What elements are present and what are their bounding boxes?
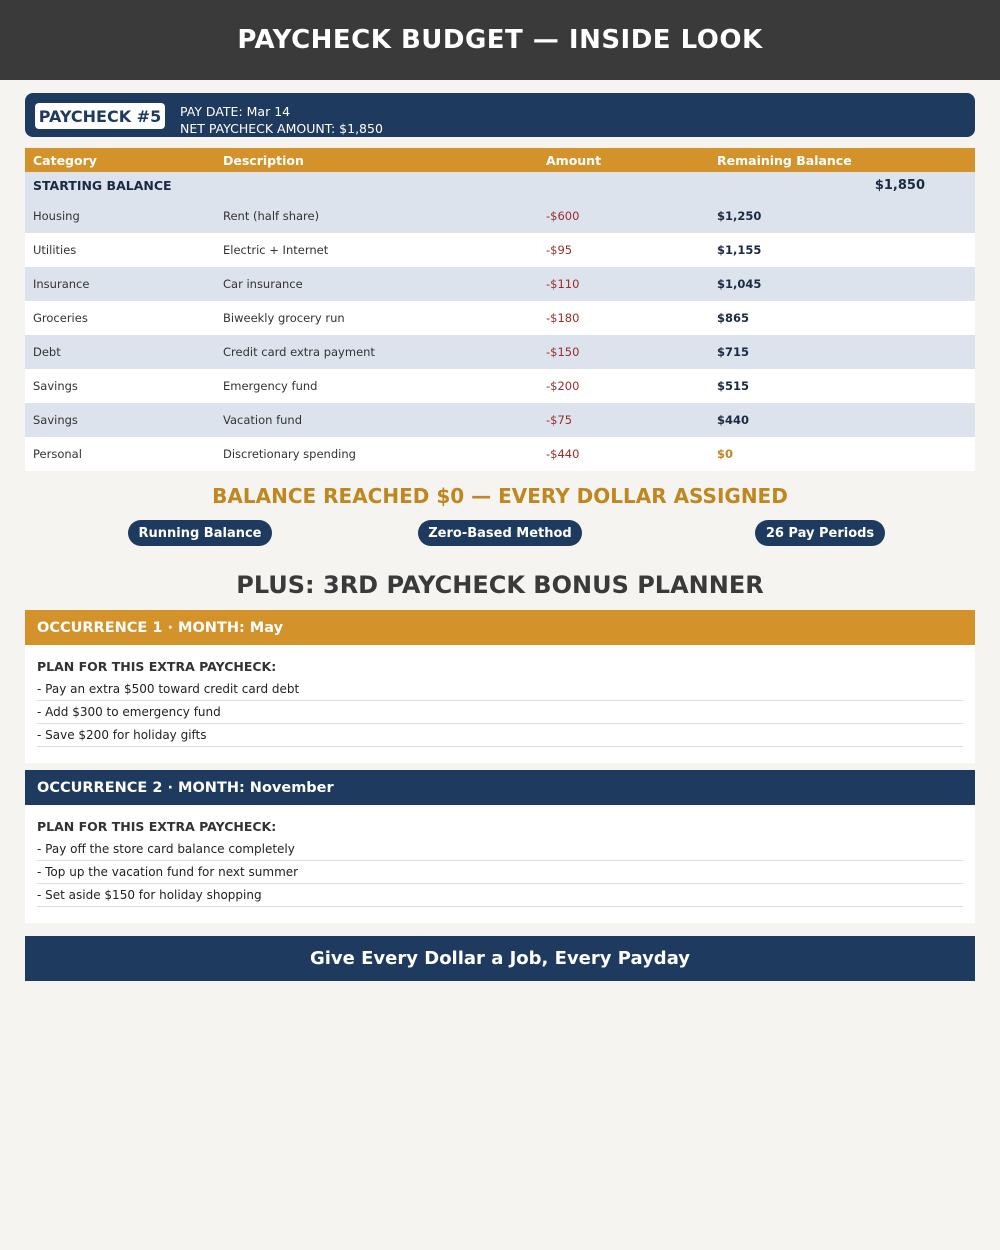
remaining-balance-cell: $1,155 xyxy=(709,233,975,267)
bonus-planner-title: PLUS: 3RD PAYCHECK BONUS PLANNER xyxy=(236,571,764,599)
column-header-description: Description xyxy=(215,148,538,172)
description-cell: Discretionary spending xyxy=(215,437,538,471)
occurrence-card-1 xyxy=(25,610,975,763)
remaining-balance-cell: $865 xyxy=(709,301,975,335)
description-cell: Credit card extra payment xyxy=(215,335,538,369)
amount-cell: -$110 xyxy=(538,267,709,301)
table-row xyxy=(25,267,975,301)
starting-balance-empty xyxy=(538,172,709,199)
starting-balance-value: $1,850 xyxy=(709,172,975,199)
plan-item: - Top up the vacation fund for next summer xyxy=(37,861,963,884)
category-cell: Insurance xyxy=(25,267,215,301)
paycheck-info xyxy=(180,103,383,137)
category-cell: Utilities xyxy=(25,233,215,267)
table-header-row xyxy=(25,148,975,172)
plan-item: - Add $300 to emergency fund xyxy=(37,701,963,724)
description-cell: Vacation fund xyxy=(215,403,538,437)
paycheck-badge: PAYCHECK #5 xyxy=(35,103,165,129)
remaining-balance-cell: $715 xyxy=(709,335,975,369)
pay-date: PAY DATE: Mar 14 xyxy=(180,104,291,119)
remaining-balance-cell: $440 xyxy=(709,403,975,437)
table-row xyxy=(25,301,975,335)
plan-label: PLAN FOR THIS EXTRA PAYCHECK: xyxy=(37,819,277,834)
category-cell: Savings xyxy=(25,403,215,437)
page-title: PAYCHECK BUDGET — INSIDE LOOK xyxy=(0,0,1000,80)
column-header-remaining: Remaining Balance xyxy=(709,148,975,172)
category-cell: Housing xyxy=(25,199,215,233)
description-cell: Rent (half share) xyxy=(215,199,538,233)
paycheck-header xyxy=(25,93,975,137)
footer-banner: Give Every Dollar a Job, Every Payday xyxy=(25,936,975,981)
starting-balance-row xyxy=(25,172,975,199)
column-header-amount: Amount xyxy=(538,148,709,172)
category-cell: Groceries xyxy=(25,301,215,335)
amount-cell: -$200 xyxy=(538,369,709,403)
tag-pay-periods: 26 Pay Periods xyxy=(755,520,885,546)
table-row xyxy=(25,335,975,369)
table-row xyxy=(25,369,975,403)
description-cell: Emergency fund xyxy=(215,369,538,403)
table-row xyxy=(25,437,975,471)
amount-cell: -$75 xyxy=(538,403,709,437)
occurrence-header: OCCURRENCE 2 · MONTH: November xyxy=(25,770,975,805)
tag-running-balance: Running Balance xyxy=(128,520,272,546)
occurrence-card-2 xyxy=(25,770,975,923)
budget-table xyxy=(25,148,975,471)
plan-label: PLAN FOR THIS EXTRA PAYCHECK: xyxy=(37,659,277,674)
amount-cell: -$600 xyxy=(538,199,709,233)
amount-cell: -$95 xyxy=(538,233,709,267)
net-paycheck-amount: NET PAYCHECK AMOUNT: $1,850 xyxy=(180,121,383,136)
description-cell: Electric + Internet xyxy=(215,233,538,267)
plan-item: - Set aside $150 for holiday shopping xyxy=(37,884,963,907)
plan-item: - Pay off the store card balance completely xyxy=(37,838,963,861)
description-cell: Biweekly grocery run xyxy=(215,301,538,335)
description-cell: Car insurance xyxy=(215,267,538,301)
starting-balance-label: STARTING BALANCE xyxy=(25,172,538,199)
category-cell: Personal xyxy=(25,437,215,471)
category-cell: Savings xyxy=(25,369,215,403)
remaining-balance-cell: $1,250 xyxy=(709,199,975,233)
table-row xyxy=(25,199,975,233)
category-cell: Debt xyxy=(25,335,215,369)
occurrence-body xyxy=(25,645,975,763)
table-row xyxy=(25,403,975,437)
amount-cell: -$180 xyxy=(538,301,709,335)
occurrence-body xyxy=(25,805,975,923)
zero-balance-banner: BALANCE REACHED $0 — EVERY DOLLAR ASSIGNED xyxy=(212,484,788,508)
occurrence-header: OCCURRENCE 1 · MONTH: May xyxy=(25,610,975,645)
plan-item: - Pay an extra $500 toward credit card debt xyxy=(37,678,963,701)
tag-zero-based-method: Zero-Based Method xyxy=(418,520,582,546)
table-row xyxy=(25,233,975,267)
remaining-balance-cell: $1,045 xyxy=(709,267,975,301)
column-header-category: Category xyxy=(25,148,215,172)
remaining-balance-cell: $0 xyxy=(709,437,975,471)
amount-cell: -$150 xyxy=(538,335,709,369)
remaining-balance-cell: $515 xyxy=(709,369,975,403)
plan-item: - Save $200 for holiday gifts xyxy=(37,724,963,747)
amount-cell: -$440 xyxy=(538,437,709,471)
